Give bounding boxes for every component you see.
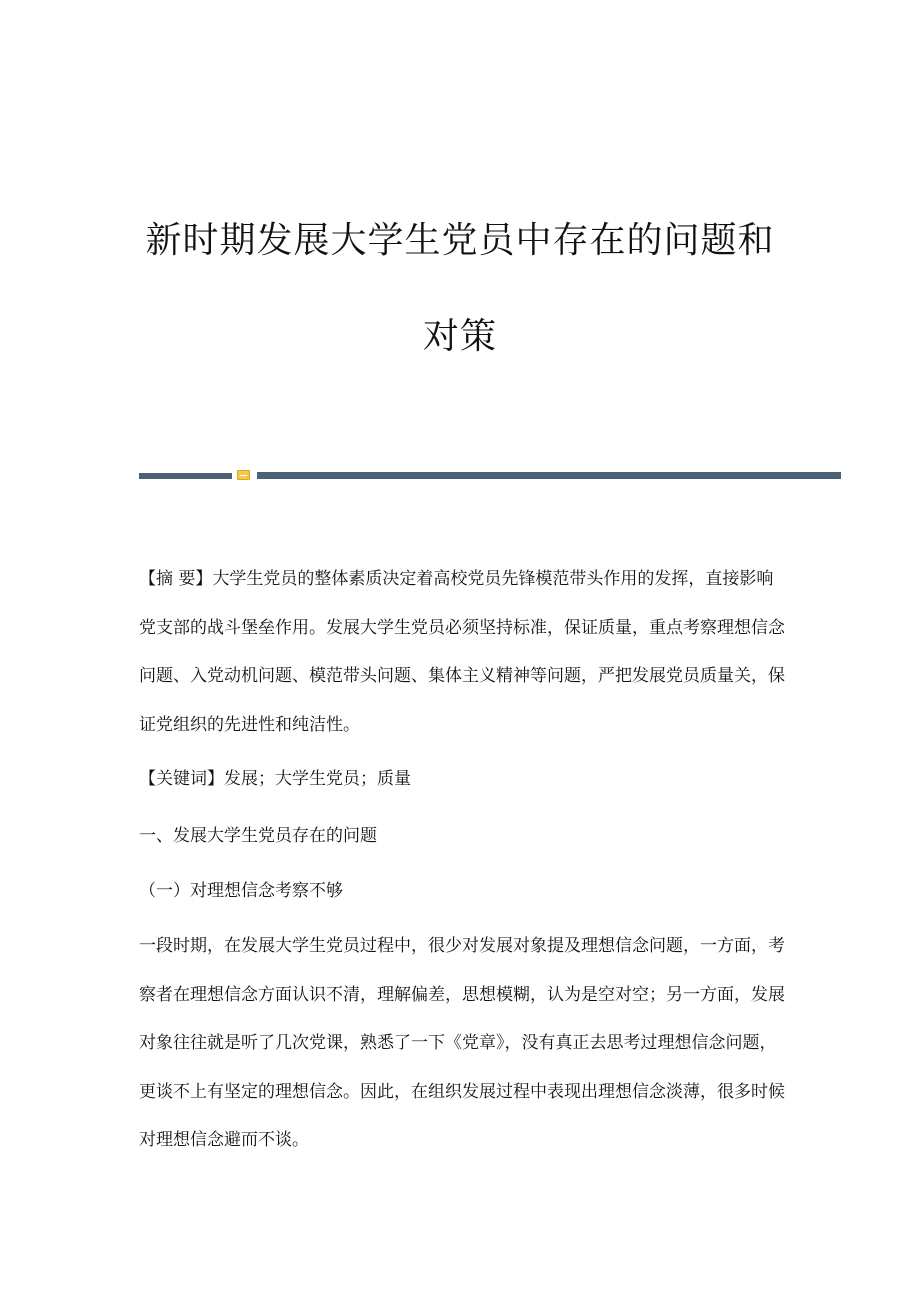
section-heading: 一、发展大学生党员存在的问题	[139, 826, 377, 846]
abstract-paragraph: 【摘 要】大学生党员的整体素质决定着高校党员先锋模范带头作用的发挥，直接影响党支部的战斗堡垒作用。发展大学生党员必须坚持标准，保证质量，重点考察理想信念问题、入党动机问题、模范带头问题、集体主义精神等问题，严把发展党员质量关，保证党组织的先进性和纯洁性。	[139, 569, 785, 735]
divider-right-bar	[257, 472, 841, 479]
document-title-line-2: 对策	[422, 316, 497, 357]
subsection-heading: （一）对理想信念考察不够	[139, 881, 343, 901]
keywords-line: 【关键词】发展；大学生党员；质量	[139, 769, 411, 789]
document-title-line-1: 新时期发展大学生党员中存在的问题和	[145, 220, 775, 261]
envelope-icon	[237, 470, 250, 480]
title-divider	[139, 470, 841, 480]
body-paragraph: 一段时期，在发展大学生党员过程中，很少对发展对象提及理想信念问题，一方面，考察者在理想信念方面认识不清，理解偏差，思想模糊，认为是空对空；另一方面，发展对象往往就是听了几次党课，熟悉了一下《党章》，没有真正去思考过理想信念问题，更谈不上有坚定的理想信念。因此，在组织发展过程中表现出理想信念淡薄，很多时候对理想信念避而不谈。	[139, 936, 785, 1150]
divider-left-bar	[139, 473, 232, 479]
